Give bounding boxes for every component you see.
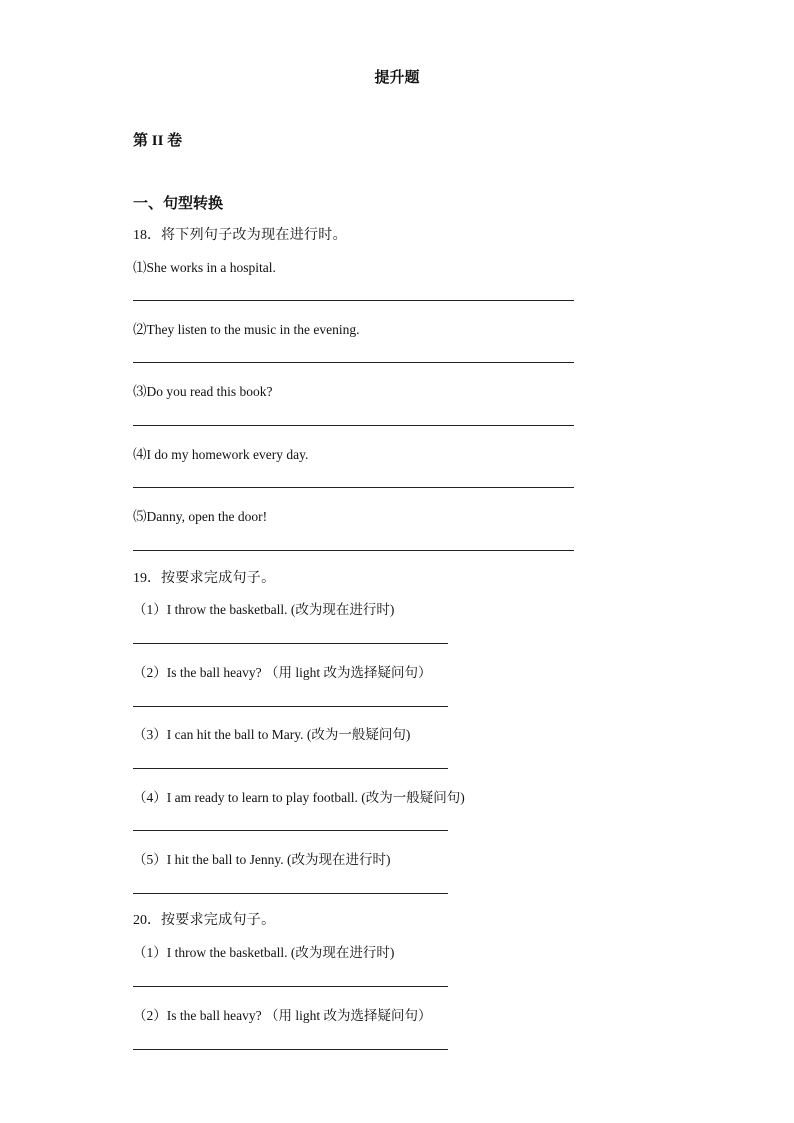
q20-item-2-text: （2）Is the ball heavy? （用 light 改为选择疑问句） <box>133 1008 432 1023</box>
q20-item-1-text: （1）I throw the basketball. (改为现在进行时) <box>133 945 395 960</box>
q19-item-2-answer-line[interactable] <box>133 706 448 707</box>
q18-item-5-answer-line[interactable] <box>133 550 574 551</box>
q19-item-4-answer-line[interactable] <box>133 830 448 831</box>
q19-item-5-answer-line[interactable] <box>133 893 448 894</box>
question-number: 20． <box>133 913 161 928</box>
q18-item-2-answer-line[interactable] <box>133 362 574 363</box>
q18-item-3-text: ⑶Do you read this book? <box>133 384 273 399</box>
q18-item-2-text: ⑵They listen to the music in the evening. <box>133 322 360 337</box>
q19-item-1-text: （1）I throw the basketball. (改为现在进行时) <box>133 602 395 617</box>
q20-item-2-answer-line[interactable] <box>133 1049 448 1050</box>
section-heading: 一、句型转换 <box>133 196 224 212</box>
question-number: 19． <box>133 571 161 586</box>
q19-item-3-answer-line[interactable] <box>133 768 448 769</box>
q18-item-1-answer-line[interactable] <box>133 300 574 301</box>
page-title: 提升题 <box>374 70 420 86</box>
q18-item-4-text: ⑷I do my homework every day. <box>133 447 309 462</box>
question-instruction: 按要求完成句子。 <box>161 571 276 586</box>
q19-item-5-text: （5）I hit the ball to Jenny. (改为现在进行时) <box>133 852 391 867</box>
question-number: 18． <box>133 228 161 243</box>
q19-item-2-text: （2）Is the ball heavy? （用 light 改为选择疑问句） <box>133 665 432 680</box>
q20-item-1-answer-line[interactable] <box>133 986 448 987</box>
question-instruction: 按要求完成句子。 <box>161 913 276 928</box>
question-20-heading <box>133 909 275 929</box>
q18-item-3-answer-line[interactable] <box>133 425 574 426</box>
question-19-heading <box>133 567 275 587</box>
volume-label: 第 II 卷 <box>133 133 183 149</box>
q19-item-3-text: （3）I can hit the ball to Mary. (改为一般疑问句) <box>133 727 411 742</box>
question-instruction: 将下列句子改为现在进行时。 <box>161 228 347 243</box>
q18-item-1-text: ⑴She works in a hospital. <box>133 260 276 275</box>
q18-item-5-text: ⑸Danny, open the door! <box>133 509 268 524</box>
q19-item-1-answer-line[interactable] <box>133 643 448 644</box>
q19-item-4-text: （4）I am ready to learn to play football. (改为一般疑问句) <box>133 790 465 805</box>
question-18-heading <box>133 224 347 244</box>
q18-item-4-answer-line[interactable] <box>133 487 574 488</box>
